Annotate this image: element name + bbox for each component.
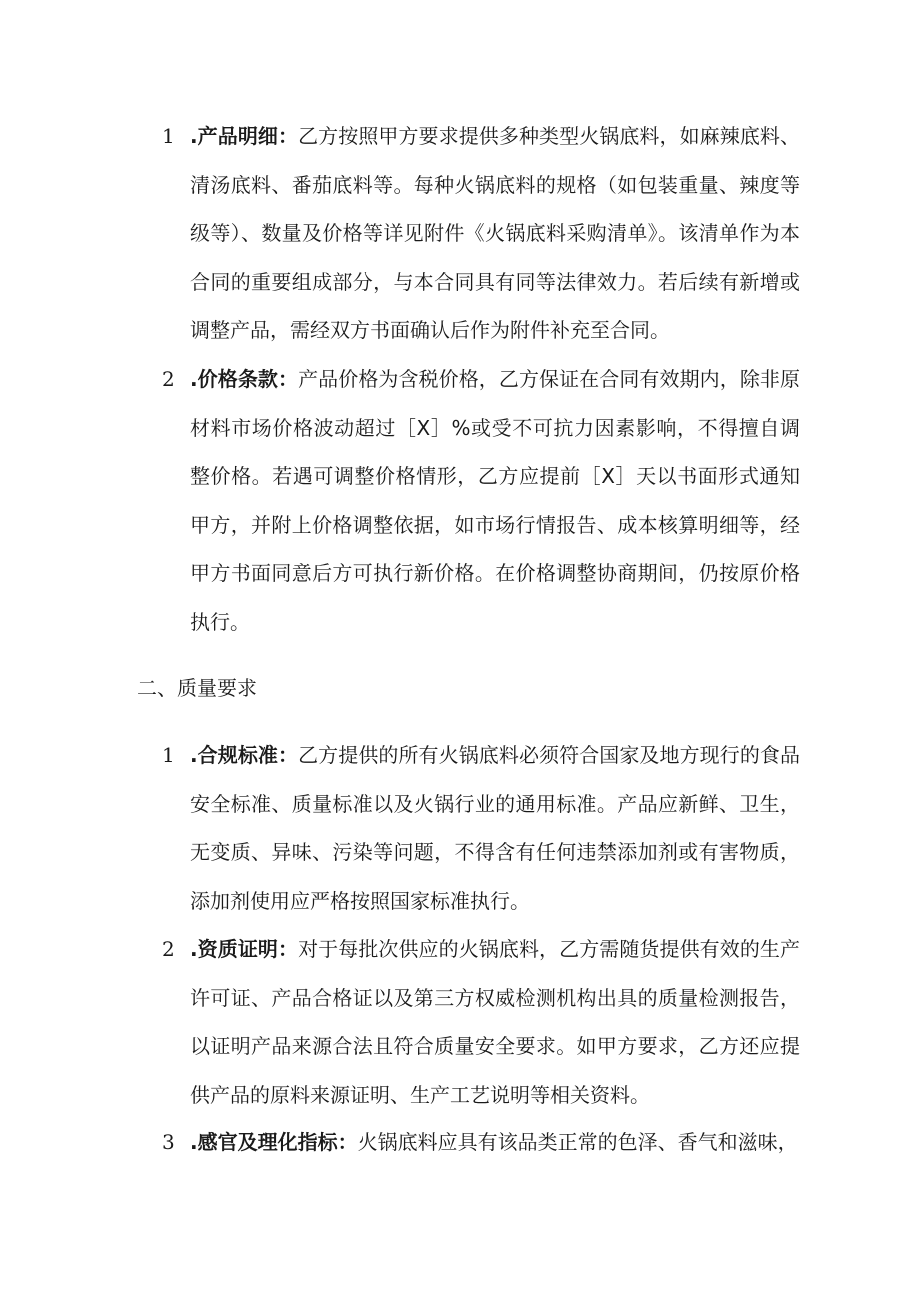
clause-heading: .产品明细： — [190, 124, 299, 148]
clause-price-terms — [162, 355, 800, 647]
clause-number: 1 — [162, 743, 175, 767]
clause-paragraph — [162, 925, 800, 1119]
clause-text: 对于每批次供应的火锅底料，乙方需随货提供有效的生产许可证、产品合格证以及第三方权威检测机构出具的质量检测报告，以证明产品来源合法且符合质量安全要求。如甲方要求，乙方还应提供产品的原料来源证明、生产工艺说明等相关资料。 — [190, 937, 800, 1107]
clause-text: 产品价格为含税价格，乙方保证在合同有效期内，除非原材料市场价格波动超过［X］%或受不可抗力因素影响，不得擅自调整价格。若遇可调整价格情形，乙方应提前［X］天以书面形式通知甲方，并附上价格调整依据，如市场行情报告、成本核算明细等，经甲方书面同意后方可执行新价格。在价格调整协商期间，仍按原价格执行。 — [190, 367, 800, 634]
clause-number: 2 — [162, 367, 175, 391]
clause-paragraph — [162, 731, 800, 925]
clause-paragraph — [162, 112, 800, 355]
clause-qualification-proof — [162, 925, 800, 1119]
clause-heading: .感官及理化指标： — [190, 1130, 358, 1154]
clause-text: 乙方提供的所有火锅底料必须符合国家及地方现行的食品安全标准、质量标准以及火锅行业的通用标准。产品应新鲜、卫生，无变质、异味、污染等问题，不得含有任何违禁添加剂或有害物质，添加剂使用应严格按照国家标准执行。 — [190, 743, 800, 913]
clause-compliance-standards — [162, 731, 800, 925]
clause-heading: .合规标准： — [190, 743, 299, 767]
clause-sensory-physicochemical — [162, 1118, 800, 1167]
clause-number: 1 — [162, 124, 175, 148]
section-title-quality: 二、质量要求 — [137, 676, 257, 700]
clause-paragraph — [162, 355, 800, 647]
clause-paragraph — [162, 1118, 800, 1167]
clause-product-details — [162, 112, 800, 355]
clause-text: 乙方按照甲方要求提供多种类型火锅底料，如麻辣底料、清汤底料、番茄底料等。每种火锅底料的规格（如包装重量、辣度等级等）、数量及价格等详见附件《火锅底料采购清单》。该清单作为本合同的重要组成部分，与本合同具有同等法律效力。若后续有新增或调整产品，需经双方书面确认后作为附件补充至合同。 — [190, 124, 800, 343]
clause-heading: .资质证明： — [190, 937, 299, 961]
clause-text: 火锅底料应具有该品类正常的色泽、香气和滋味， — [357, 1130, 798, 1154]
clause-heading: .价格条款： — [190, 367, 299, 391]
clause-number: 3 — [162, 1130, 175, 1154]
clause-number: 2 — [162, 937, 175, 961]
